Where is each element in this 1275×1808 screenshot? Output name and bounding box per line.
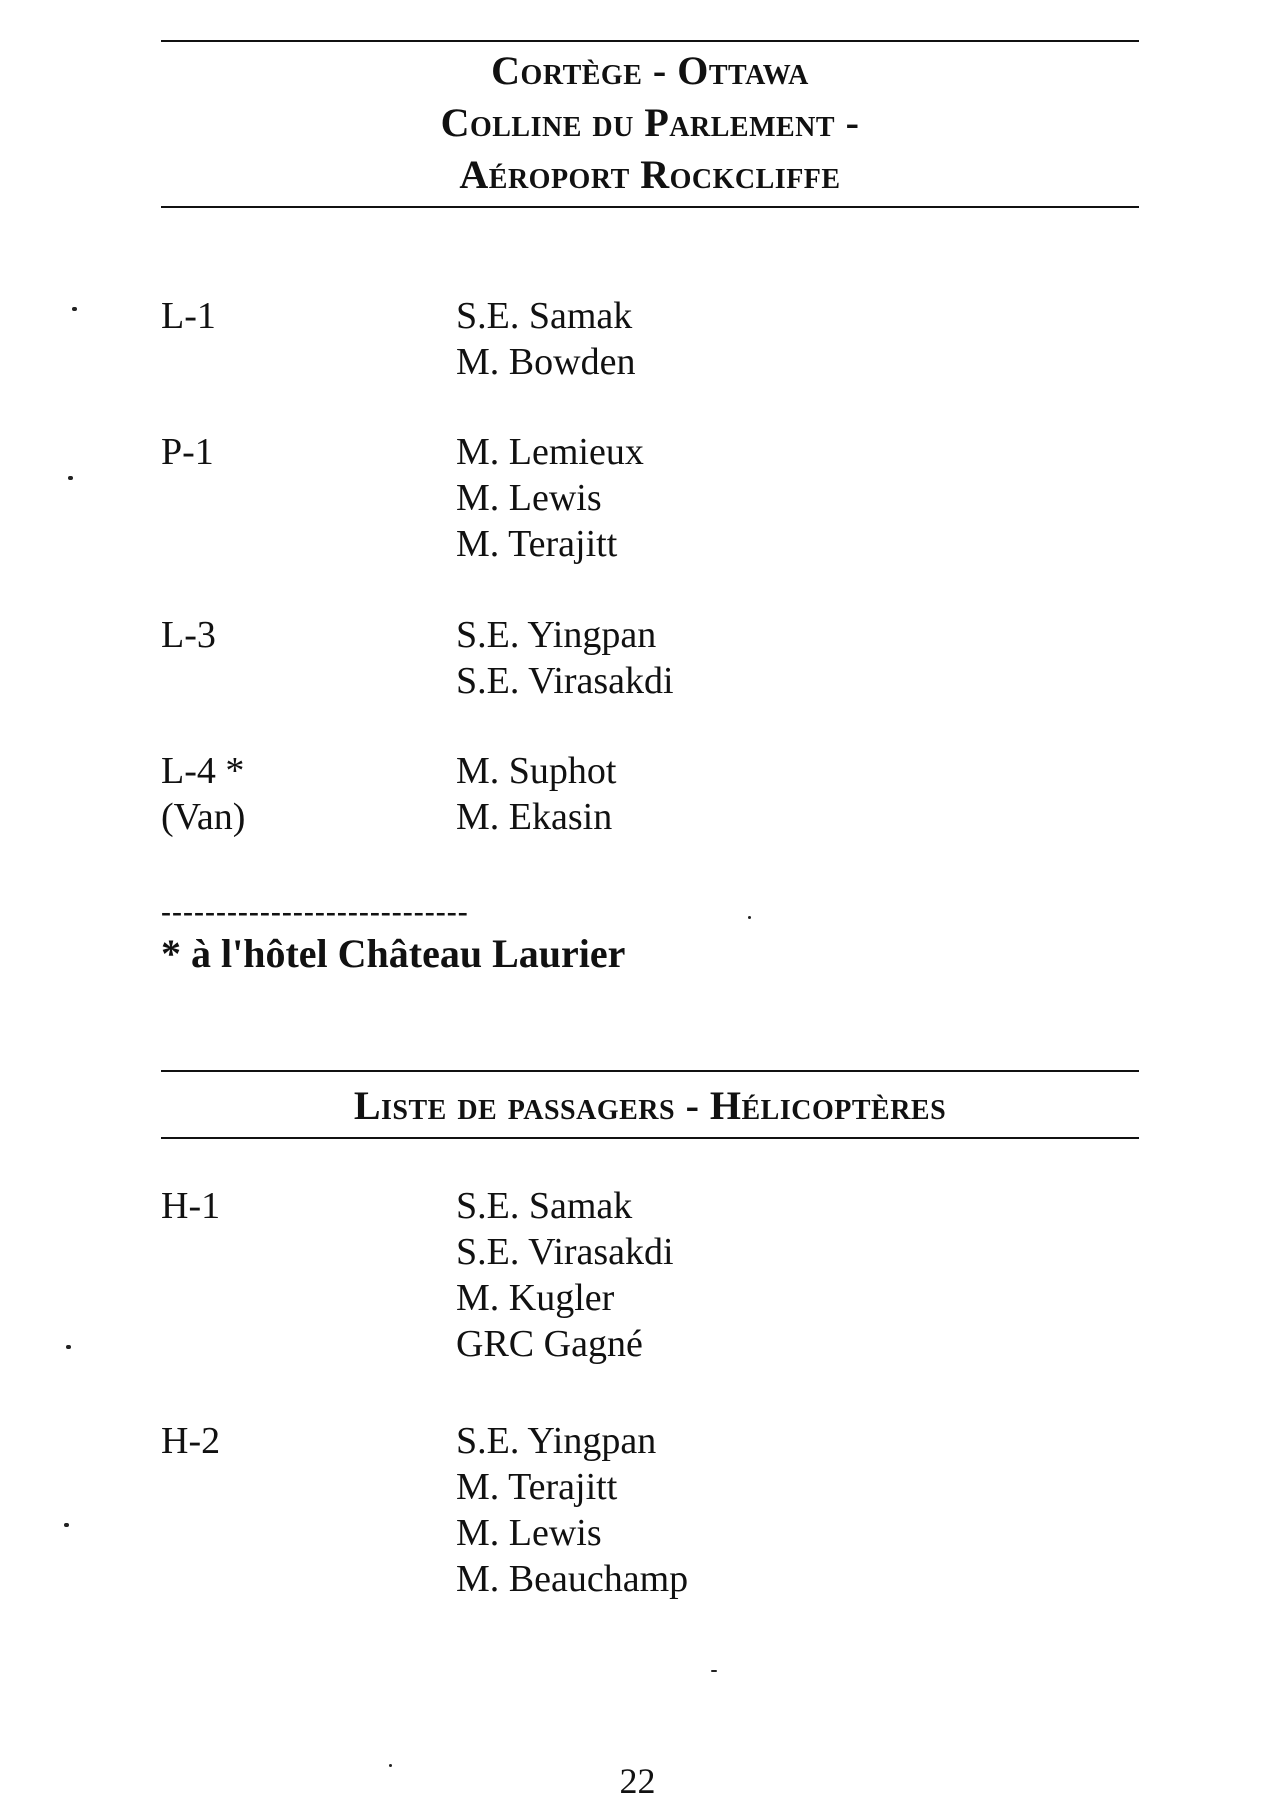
vehicle-code xyxy=(161,293,216,339)
passenger-list xyxy=(456,429,644,567)
section1-heading-line: Cortège - Ottawa xyxy=(491,48,809,93)
vehicle-code xyxy=(161,429,214,475)
passenger-name: S.E. Yingpan xyxy=(456,614,657,656)
section2-heading-top-rule xyxy=(161,1070,1139,1072)
passenger-name: M. Ekasin xyxy=(456,796,613,838)
section2-heading: Liste de passagers - Hélicoptères xyxy=(353,1083,947,1128)
passenger-name: M. Lewis xyxy=(456,477,602,519)
vehicle-code-line: P-1 xyxy=(161,431,214,473)
passenger-name: M. Terajitt xyxy=(456,523,618,565)
vehicle-code xyxy=(161,748,245,840)
page-number: 22 xyxy=(619,1761,656,1801)
passenger-list xyxy=(456,1183,674,1367)
passenger-name: S.E. Virasakdi xyxy=(456,660,674,702)
top-rule xyxy=(161,40,1139,42)
helicopter-code-line: H-1 xyxy=(161,1185,221,1227)
passenger-list xyxy=(456,748,616,840)
vehicle-code-line: L-1 xyxy=(161,295,216,337)
section1-heading-line: Colline du Parlement - xyxy=(440,100,860,145)
section1-heading-line: Aéroport Rockcliffe xyxy=(459,152,841,197)
helicopter-code xyxy=(161,1183,220,1229)
passenger-name: S.E. Samak xyxy=(456,1185,633,1227)
passenger-name: M. Suphot xyxy=(456,750,617,792)
helicopter-code-line: H-2 xyxy=(161,1420,221,1462)
passenger-name: S.E. Yingpan xyxy=(456,1420,657,1462)
passenger-list xyxy=(456,1418,688,1602)
section1-heading-bottom-rule xyxy=(161,206,1139,208)
passenger-name: M. Bowden xyxy=(456,341,636,383)
passenger-name: M. Lemieux xyxy=(456,431,644,473)
passenger-name: S.E. Virasakdi xyxy=(456,1231,674,1273)
scan-speck xyxy=(68,476,73,480)
scan-speck xyxy=(711,1670,717,1672)
section2-heading-bottom-rule xyxy=(161,1137,1139,1139)
scan-speck xyxy=(748,916,751,919)
passenger-name: M. Terajitt xyxy=(456,1466,618,1508)
passenger-name: M. Beauchamp xyxy=(456,1558,689,1600)
scan-speck xyxy=(66,1345,71,1349)
footnote-separator: ---------------------------- xyxy=(161,895,469,928)
helicopter-code xyxy=(161,1418,220,1464)
scan-speck xyxy=(389,1764,392,1767)
vehicle-code xyxy=(161,612,216,658)
vehicle-code-line: (Van) xyxy=(161,796,246,838)
vehicle-code-line: L-3 xyxy=(161,614,216,656)
vehicle-code-line: L-4 * xyxy=(161,750,245,792)
footnote: * à l'hôtel Château Laurier xyxy=(161,931,626,976)
passenger-list xyxy=(456,612,674,704)
passenger-name: M. Kugler xyxy=(456,1277,615,1319)
passenger-name: GRC Gagné xyxy=(456,1323,643,1365)
scan-speck xyxy=(64,1523,69,1527)
passenger-name: S.E. Samak xyxy=(456,295,633,337)
passenger-name: M. Lewis xyxy=(456,1512,602,1554)
passenger-list xyxy=(456,293,635,385)
section1-heading xyxy=(161,45,1139,201)
scan-speck xyxy=(72,307,77,311)
